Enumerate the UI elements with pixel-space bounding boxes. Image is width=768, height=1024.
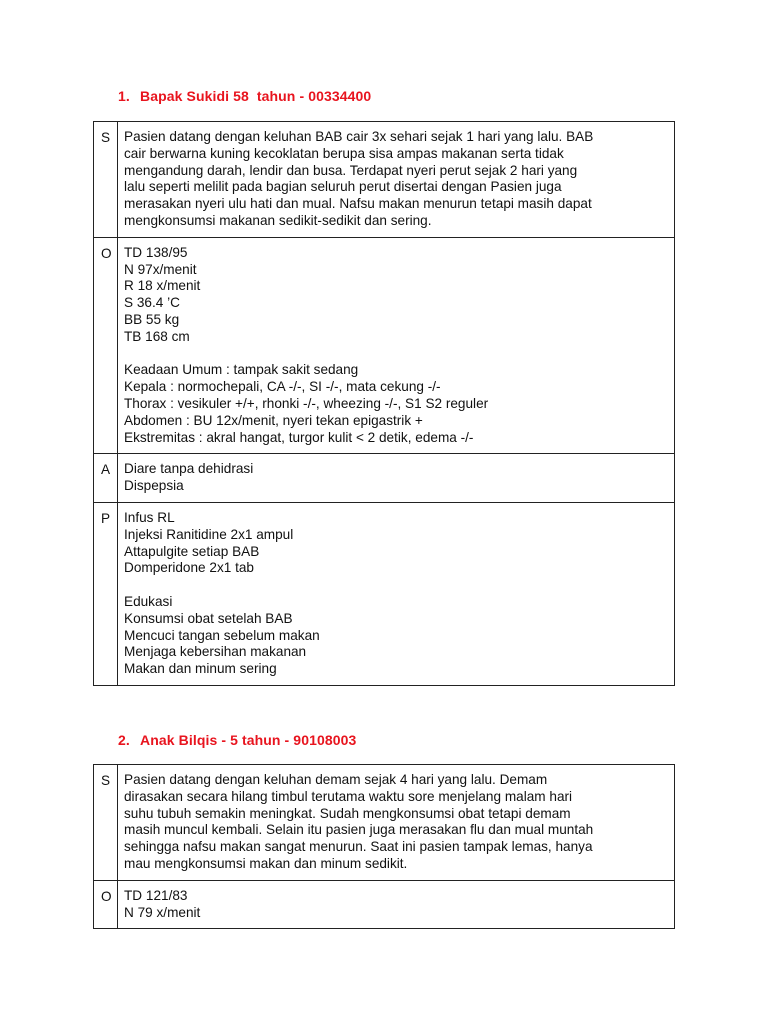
text-line: Kepala : normochepali, CA -/-, SI -/-, mata cekung -/- (124, 379, 441, 395)
text-line: Keadaan Umum : tampak sakit sedang (124, 362, 359, 378)
text-line: masih muncul kembali. Selain itu pasien juga merasakan flu dan mual muntah (124, 822, 594, 838)
blank-line (124, 577, 666, 594)
text-line: lalu seperti melilit pada bagian seluruh perut disertai dengan Pasien juga (124, 179, 562, 195)
text-line: Attapulgite setiap BAB (124, 543, 260, 559)
case-2-title: Anak Bilqis - 5 tahun - 90108003 (140, 732, 357, 748)
soap-row-p (94, 502, 675, 685)
soap-content (118, 880, 675, 929)
text-line: BB 55 kg (124, 311, 180, 327)
soap-label: S (94, 122, 118, 238)
text-line: Edukasi (124, 593, 173, 609)
text-line: mengandung darah, lendir dan busa. Terdapat nyeri perut sejak 2 hari yang (124, 162, 578, 178)
soap-row-s (94, 765, 675, 881)
text-line: Injeksi Ranitidine 2x1 ampul (124, 526, 294, 542)
soap-label: A (94, 454, 118, 503)
text-line: TD 121/83 (124, 887, 188, 903)
text-line: Diare tanpa dehidrasi (124, 461, 254, 477)
text-line: suhu tubuh semakin meningkat. Sudah mengkonsumsi obat tetapi demam (124, 805, 571, 821)
text-line: Thorax : vesikuler +/+, rhonki -/-, wheezing -/-, S1 S2 reguler (124, 395, 489, 411)
case-2-heading (118, 732, 356, 748)
case-2-soap-table (93, 764, 675, 929)
soap-content (118, 122, 675, 238)
text-line: merasakan nyeri ulu hati dan mual. Nafsu makan menurun tetapi masih dapat (124, 196, 592, 212)
soap-row-s (94, 122, 675, 238)
text-line: Pasien datang dengan keluhan demam sejak 4 hari yang lalu. Demam (124, 772, 548, 787)
case-2-number: 2. (118, 732, 130, 748)
text-line: mengkonsumsi makanan sedikit-sedikit dan sering. (124, 212, 432, 228)
text-line: Abdomen : BU 12x/menit, nyeri tekan epigastrik + (124, 412, 423, 428)
text-line: dirasakan secara hilang timbul terutama waktu sore menjelang malam hari (124, 788, 573, 804)
soap-row-o (94, 880, 675, 929)
soap-row-o (94, 237, 675, 454)
soap-content (118, 765, 675, 881)
soap-content (118, 237, 675, 454)
text-line: sehingga nafsu makan sangat menurun. Saat ini pasien tampak lemas, hanya (124, 839, 593, 855)
soap-label: O (94, 880, 118, 929)
text-line: cair berwarna kuning kecoklatan berupa sisa ampas makanan serta tidak (124, 145, 564, 161)
text-line: R 18 x/menit (124, 278, 201, 294)
case-1-title: Bapak Sukidi 58 tahun - 00334400 (140, 88, 372, 104)
text-line: S 36.4 ’C (124, 295, 180, 311)
soap-content (118, 502, 675, 685)
soap-label: P (94, 502, 118, 685)
text-line: Infus RL (124, 509, 175, 525)
blank-line (124, 346, 666, 363)
text-line: Menjaga kebersihan makanan (124, 644, 307, 660)
text-line: Dispepsia (124, 478, 184, 494)
text-line: Ekstremitas : akral hangat, turgor kulit < 2 detik, edema -/- (124, 429, 474, 445)
soap-row-a (94, 454, 675, 503)
text-line: N 79 x/menit (124, 904, 201, 920)
text-line: N 97x/menit (124, 261, 197, 277)
case-1-heading (118, 88, 371, 104)
text-line: Konsumsi obat setelah BAB (124, 610, 293, 626)
soap-label: S (94, 765, 118, 881)
text-line: Makan dan minum sering (124, 661, 277, 677)
text-line: Domperidone 2x1 tab (124, 560, 254, 576)
text-line: TB 168 cm (124, 328, 190, 344)
soap-content (118, 454, 675, 503)
text-line: mau mengkonsumsi makan dan minum sedikit. (124, 855, 408, 871)
text-line: Pasien datang dengan keluhan BAB cair 3x sehari sejak 1 hari yang lalu. BAB (124, 129, 594, 144)
text-line: TD 138/95 (124, 244, 188, 260)
soap-label: O (94, 237, 118, 454)
text-line: Mencuci tangan sebelum makan (124, 627, 320, 643)
case-1-soap-table (93, 121, 675, 686)
case-1-number: 1. (118, 88, 130, 104)
